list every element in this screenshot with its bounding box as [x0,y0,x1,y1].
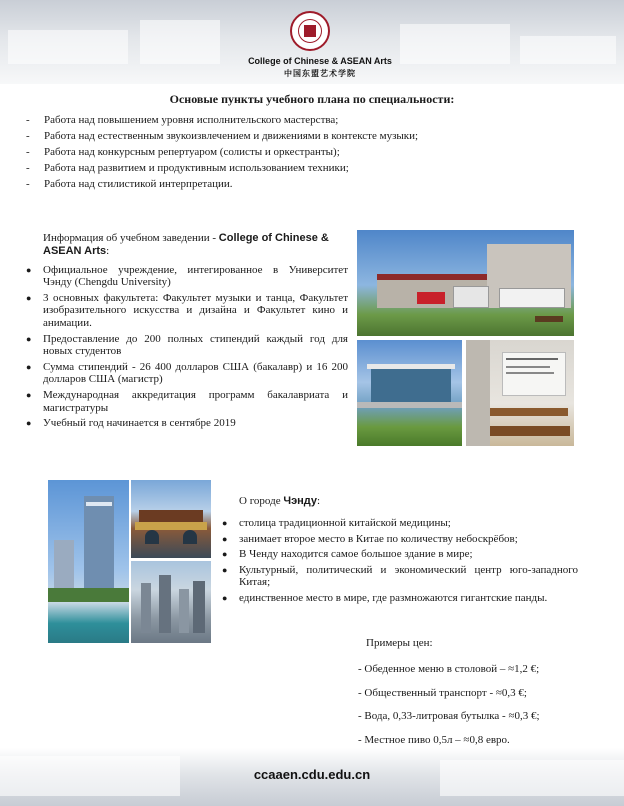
city-heading: О городе Чэнду: [239,495,321,507]
prices-title: Примеры цен: [366,637,433,649]
list-item: ● Международная аккредитация программ бакалавриата и магистратуры [26,388,348,414]
campus-glass-building-photo [357,340,462,446]
website-url: ccaaen.cdu.edu.cn [253,767,371,782]
city-skyline-photo [48,480,129,643]
list-item: ● единственное место в мире, где размножаются гигантские панды. [222,591,548,604]
curriculum-list [26,112,418,192]
list-item: ● занимает второе место в Китае по количеству небоскрёбов; [222,532,518,545]
institution-heading: Информация об учебном заведении - College of Chinese & ASEAN Arts: [43,232,329,257]
list-item: - Работа над стилистикой интерпретации. [26,178,233,190]
list-item: - Вода, 0,33-литровая бутылка - ≈0,3 €; [358,710,540,722]
city-facts-list [222,517,578,607]
list-item: ● столица традиционной китайской медицины; [222,517,451,529]
campus-classroom-photo [466,340,574,446]
city-bridge-photo [131,480,211,558]
curriculum-title: Основые пункты учебного плана по специальности: [169,92,455,106]
campus-building-photo [357,230,574,336]
list-item: ● Культурный, политический и экономический центр юго-западного Китая; [222,563,578,589]
list-item: ● 3 основных факультета: Факультет музыки и танца, Факультет изобразительного искусства и дизайна и Факультет кино и анимации. [26,291,348,330]
list-item: - Работа над естественным звукоизвлечением и движениями в контексте музыки; [26,130,419,142]
city-aerial-photo [131,561,211,643]
list-item: ● В Ченду находится самое большое здание в мире; [222,548,473,560]
list-item: - Работа над развитием и продуктивным использованием техники; [26,162,349,174]
list-item: ● Официальное учреждение, интегированное в Университет Чэнду (Chengdu University) [26,263,348,289]
college-name-en: College of Chinese & ASEAN Arts [248,56,392,66]
list-item: - Работа над повышением уровня исполнительского мастерства; [26,114,339,126]
list-item: - Местное пиво 0,5л – ≈0,8 евро. [358,733,510,746]
list-item: - Обеденное меню в столовой – ≈1,2 €; [358,663,540,675]
list-item: - Работа над конкурсным репертуаром (солисты и оркестранты); [26,146,340,158]
college-logo-icon [290,11,330,51]
institution-info [26,232,348,432]
list-item: ● Предоставление до 200 полных стипендий каждый год для новых студентов [26,332,348,358]
list-item: ● Сумма стипендий - 26 400 долларов США (бакалавр) и 16 200 долларов США (магистр) [26,360,348,386]
prices-list [358,658,540,752]
college-name-cn: 中国东盟艺术学院 [284,69,356,78]
list-item: - Общественный транспорт - ≈0,3 €; [358,686,527,699]
list-item: ● Учебный год начинается в сентябре 2019 [26,416,236,429]
